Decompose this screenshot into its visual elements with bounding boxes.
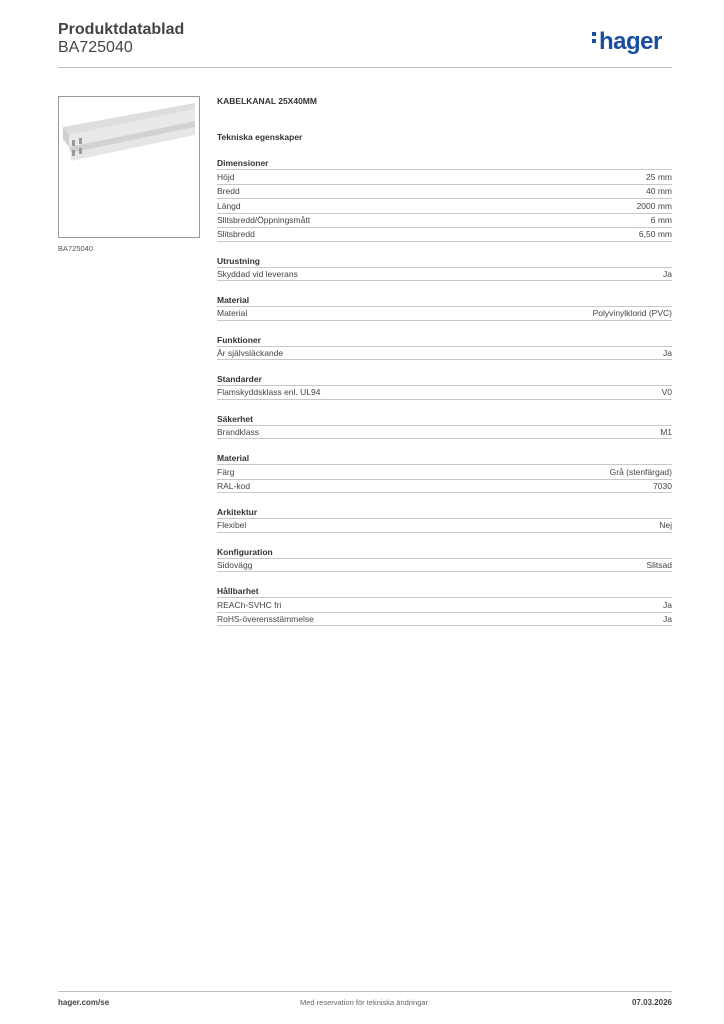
spec-group bbox=[217, 413, 672, 440]
logo-text: hager bbox=[599, 28, 662, 55]
spec-label: Höjd bbox=[217, 171, 235, 182]
spec-group bbox=[217, 255, 672, 282]
spec-label: RAL-kod bbox=[217, 480, 251, 491]
spec-row bbox=[217, 558, 672, 573]
group-title: Konfiguration bbox=[217, 546, 273, 557]
spec-value: V0 bbox=[661, 387, 672, 398]
spec-value: Ja bbox=[663, 599, 672, 610]
spec-value: Nej bbox=[659, 520, 672, 531]
spec-group bbox=[217, 373, 672, 400]
group-title: Material bbox=[217, 453, 250, 463]
spec-label: RoHS-överensstämmelse bbox=[217, 613, 314, 624]
spec-row bbox=[217, 198, 672, 213]
spec-label: Skyddad vid leverans bbox=[217, 268, 298, 279]
spec-value: Slitsad bbox=[646, 559, 672, 570]
group-title: Standarder bbox=[217, 374, 262, 384]
footer-date: 07.03.2026 bbox=[631, 998, 672, 1007]
spec-label: Bredd bbox=[217, 186, 240, 197]
spec-value: M1 bbox=[660, 426, 672, 437]
spec-group bbox=[217, 452, 672, 493]
spec-value: Ja bbox=[663, 268, 672, 279]
spec-label: Material bbox=[217, 308, 248, 319]
spec-label: Slitsbredd bbox=[217, 229, 255, 240]
spec-value: Grå (stenfärgad) bbox=[609, 466, 672, 477]
spec-label: Flamskyddsklass enl. UL94 bbox=[217, 387, 321, 398]
properties-title: Tekniska egenskaper bbox=[217, 132, 303, 142]
spec-row bbox=[217, 479, 672, 494]
spec-label: Slitsbredd/Öppningsmått bbox=[217, 215, 311, 226]
spec-label: Flexibel bbox=[217, 520, 247, 531]
spec-row bbox=[217, 425, 672, 440]
spec-group bbox=[217, 546, 672, 573]
spec-group bbox=[217, 585, 672, 626]
spec-row bbox=[217, 346, 672, 361]
spec-label: Brandklass bbox=[217, 426, 260, 437]
group-title: Säkerhet bbox=[217, 413, 253, 424]
spec-label: Är självsläckande bbox=[217, 347, 284, 358]
header-divider bbox=[58, 67, 672, 68]
product-name: KABELKANAL 25X40MM bbox=[217, 96, 317, 106]
image-caption: BA725040 bbox=[58, 244, 94, 253]
spec-row bbox=[217, 464, 672, 479]
spec-row bbox=[217, 612, 672, 627]
group-title: Material bbox=[217, 295, 250, 305]
spec-value: 7030 bbox=[653, 480, 672, 491]
spec-row bbox=[217, 169, 672, 184]
cable-duct-image bbox=[59, 97, 199, 237]
spec-row bbox=[217, 267, 672, 282]
spec-label: Sidovägg bbox=[217, 559, 253, 570]
product-image-frame bbox=[58, 96, 200, 238]
spec-value: Ja bbox=[663, 613, 672, 624]
spec-row bbox=[217, 227, 672, 242]
document-title: Produktdatablad bbox=[58, 21, 185, 38]
logo-dots-icon bbox=[592, 32, 597, 46]
spec-value: 25 mm bbox=[646, 171, 672, 182]
spec-row bbox=[217, 385, 672, 400]
footer-divider bbox=[58, 991, 672, 992]
spec-row bbox=[217, 306, 672, 321]
spec-value: 6,50 mm bbox=[638, 229, 672, 240]
spec-sheet bbox=[217, 96, 672, 626]
group-title: Funktioner bbox=[217, 334, 261, 345]
footer-note: Med reservation för tekniska ändringar bbox=[300, 998, 428, 1007]
spec-group bbox=[217, 294, 672, 321]
spec-value: 40 mm bbox=[646, 186, 672, 197]
product-number: BA725040 bbox=[58, 39, 133, 56]
spec-label: Färg bbox=[217, 466, 235, 477]
spec-groups bbox=[217, 157, 672, 626]
spec-label: Längd bbox=[217, 200, 241, 211]
group-title: Utrustning bbox=[217, 255, 260, 266]
group-title: Dimensioner bbox=[217, 158, 269, 168]
footer-website: hager.com/se bbox=[58, 998, 110, 1007]
spec-label: REACh-SVHC fri bbox=[217, 599, 282, 610]
spec-value: 2000 mm bbox=[636, 200, 672, 211]
spec-group bbox=[217, 157, 672, 242]
spec-group bbox=[217, 506, 672, 533]
spec-row bbox=[217, 518, 672, 533]
spec-row bbox=[217, 213, 672, 228]
spec-row bbox=[217, 597, 672, 612]
spec-value: 6 mm bbox=[650, 215, 672, 226]
spec-value: Polyvinylklorid (PVC) bbox=[592, 308, 672, 319]
hager-logo bbox=[592, 28, 662, 56]
group-title: Hållbarhet bbox=[217, 586, 259, 596]
group-title: Arkitektur bbox=[217, 507, 258, 517]
spec-row bbox=[217, 184, 672, 199]
spec-value: Ja bbox=[663, 347, 672, 358]
spec-group bbox=[217, 334, 672, 361]
